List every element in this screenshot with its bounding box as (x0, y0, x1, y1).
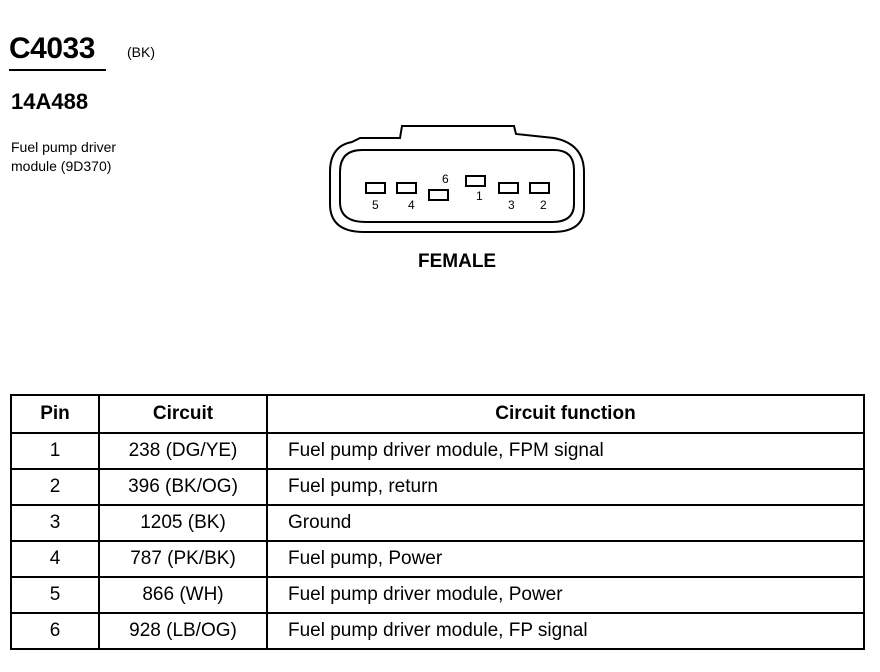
table-row (11, 577, 864, 613)
circuit-cell: 928 (LB/OG) (99, 613, 267, 649)
pin-label-3: 3 (508, 198, 515, 212)
connector-id-underline (9, 69, 106, 71)
description-line-2: module (9D370) (11, 158, 112, 174)
column-header-function: Circuit function (267, 395, 864, 433)
connector-color-code: (BK) (127, 44, 155, 60)
table-row (11, 541, 864, 577)
connector-id: C4033 (9, 32, 95, 65)
column-header-pin: Pin (11, 395, 99, 433)
table-row (11, 433, 864, 469)
pin-label-5: 5 (372, 198, 379, 212)
pin-label-6: 6 (442, 172, 449, 186)
pin-cell: 5 (11, 577, 99, 613)
table-header-row (11, 395, 864, 433)
connector-gender-label: FEMALE (418, 251, 497, 272)
pin-cell: 1 (11, 433, 99, 469)
part-number: 14A488 (11, 89, 89, 114)
table-row (11, 613, 864, 649)
pin-cavity-3 (499, 183, 518, 193)
pin-label-4: 4 (408, 198, 415, 212)
circuit-cell: 787 (PK/BK) (99, 541, 267, 577)
function-cell: Fuel pump driver module, FPM signal (267, 433, 864, 469)
connector-housing-outer (330, 126, 584, 232)
pin-cavity-6 (429, 190, 448, 200)
pin-cell: 2 (11, 469, 99, 505)
pin-cell: 4 (11, 541, 99, 577)
pin-cavity-1 (466, 176, 485, 186)
pin-cavity-2 (530, 183, 549, 193)
circuit-cell: 866 (WH) (99, 577, 267, 613)
pin-label-1: 1 (476, 189, 483, 203)
connector-face-diagram (322, 120, 592, 240)
pin-label-2: 2 (540, 198, 547, 212)
description-line-1: Fuel pump driver (11, 139, 117, 155)
table-row (11, 469, 864, 505)
table-row (11, 505, 864, 541)
function-cell: Fuel pump driver module, FP signal (267, 613, 864, 649)
component-description (11, 138, 116, 176)
circuit-cell: 1205 (BK) (99, 505, 267, 541)
function-cell: Fuel pump, return (267, 469, 864, 505)
function-cell: Fuel pump, Power (267, 541, 864, 577)
function-cell: Fuel pump driver module, Power (267, 577, 864, 613)
pin-cell: 3 (11, 505, 99, 541)
function-cell: Ground (267, 505, 864, 541)
pinout-table (10, 394, 865, 650)
circuit-cell: 396 (BK/OG) (99, 469, 267, 505)
pin-cavity-5 (366, 183, 385, 193)
pin-cavity-4 (397, 183, 416, 193)
pin-cell: 6 (11, 613, 99, 649)
circuit-cell: 238 (DG/YE) (99, 433, 267, 469)
column-header-circuit: Circuit (99, 395, 267, 433)
